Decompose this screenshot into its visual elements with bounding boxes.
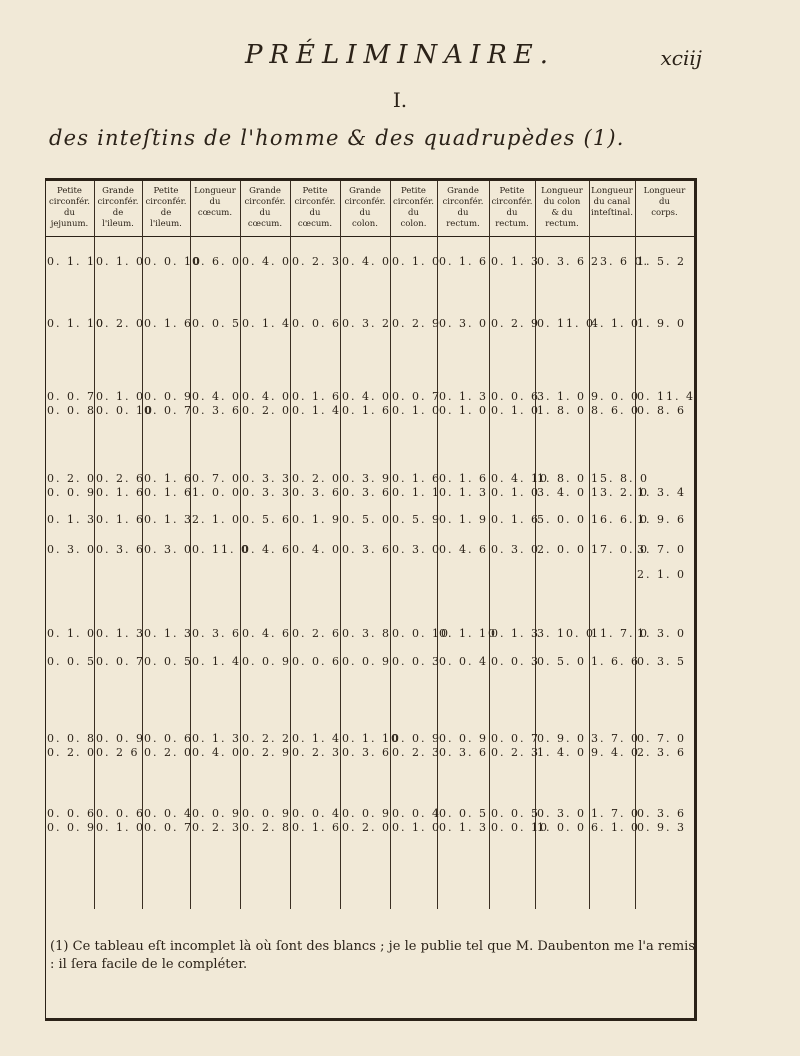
table-cell: 0. 1. 0 (491, 486, 540, 499)
table-cell: 0. 7. 0 (192, 472, 241, 485)
table-cell: 0. 0. 5 (144, 655, 193, 668)
table-cell: 0. 1. 0 (96, 390, 145, 403)
table-cell: 0. 1. 10 (342, 732, 400, 745)
table-cell: 0. 0. 6 (292, 655, 341, 668)
column-header-line: Grande (102, 186, 134, 196)
table-cell: 16. 6. 0 (591, 513, 649, 526)
page-title: PRÉLIMINAIRE. (244, 40, 556, 70)
table-cell: 0. 1. 3 (439, 821, 488, 834)
column-rule (489, 181, 490, 909)
column-header-line: jejunum. (50, 219, 89, 229)
table-cell: 2. 0. 0 (537, 543, 586, 556)
running-header (0, 40, 800, 70)
column-header (190, 186, 240, 219)
table-cell: 0. 3. 6 (96, 543, 145, 556)
table-cell: 0. 1. 1 (47, 255, 96, 268)
table-cell: 1. 0. 0 (537, 821, 586, 834)
table-cell: 0. 1. 0 (392, 255, 441, 268)
table-cell: 9. 4. 0 (591, 746, 640, 759)
table-cell: 0. 0. 9 (242, 655, 291, 668)
table-cell: 1. 9. 6 (637, 513, 686, 526)
table-cell: 0. 3. 8 (342, 627, 391, 640)
column-header (437, 186, 489, 230)
column-header-line: du colon (543, 197, 581, 207)
table-cell: 0. 2. 9 (491, 317, 540, 330)
table-cell: 0. 0. 8 (47, 404, 96, 417)
table-cell: 0. 4. 0 (342, 390, 391, 403)
measurement-table (45, 178, 697, 1021)
column-header-line: l'ileum. (102, 219, 134, 229)
table-cell: 0. 1. 6 (292, 390, 341, 403)
table-cell: 0. 1. 1 (392, 486, 441, 499)
table-cell: 0. 1. 4 (292, 404, 341, 417)
table-cell: 0. 0. 3 (392, 655, 441, 668)
column-header-line: rectum. (495, 219, 529, 229)
table-cell: 0. 1. 0 (96, 821, 145, 834)
table-cell: 0. 11. 0 (537, 317, 595, 330)
table-cell: 0. 9. 3 (637, 821, 686, 834)
table-cell: 0. 3. 6 (342, 746, 391, 759)
column-header-line: circonfér. (344, 197, 386, 207)
column-header-line: Petite (153, 186, 179, 196)
table-cell: 0. 11. 0 (192, 543, 250, 556)
table-cell: 0. 1. 4 (242, 317, 291, 330)
table-cell: 0. 1. 10 (47, 317, 105, 330)
table-cell: 0. 0. 6 (292, 317, 341, 330)
table-number: I. (392, 88, 408, 112)
table-cell: 0. 0. 4 (144, 807, 193, 820)
table-cell: 0. 4. 0 (292, 543, 341, 556)
table-cell: 0. 1. 3 (144, 513, 193, 526)
table-cell: 0. 9. 0 (537, 732, 586, 745)
table-cell: 0. 4. 0 (342, 255, 391, 268)
column-header-line: de (112, 208, 124, 218)
table-cell: 0. 0. 7 (144, 821, 193, 834)
table-cell: 0. 3. 6 (342, 486, 391, 499)
column-header-line: du (64, 208, 75, 218)
column-header (489, 186, 535, 230)
table-cell: 17. 0. 0 (591, 543, 649, 556)
table-cell: 0. 0. 9 (47, 821, 96, 834)
column-header (390, 186, 437, 230)
table-cell: 11. 7. 0 (591, 627, 649, 640)
table-cell: 0. 3. 6 (342, 543, 391, 556)
table-cell: 0. 4. 6 (439, 543, 488, 556)
table-cell: 0. 3. 0 (47, 543, 96, 556)
table-cell: 0. 1. 6 (144, 486, 193, 499)
column-header-line: cœcum. (297, 219, 333, 229)
table-cell: 0. 2. 6 (292, 627, 341, 640)
table-cell: 3. 7. 0 (637, 543, 686, 556)
table-left-rule (45, 178, 46, 1021)
table-cell: 0. 0. 4 (392, 807, 441, 820)
table-cell: 0. 3. 6 (292, 486, 341, 499)
table-cell: 0. 2. 0 (144, 746, 193, 759)
column-header-line: du canal (593, 197, 631, 207)
table-cell: 0. 0. 7 (491, 732, 540, 745)
column-header-line: circonfér. (294, 197, 336, 207)
table-cell: 0. 1. 6 (491, 513, 540, 526)
column-header (240, 186, 290, 230)
table-cell: 4. 1. 0 (591, 317, 640, 330)
table-cell: 5. 0. 0 (537, 513, 586, 526)
column-header-line: du (209, 197, 221, 207)
column-header (290, 186, 340, 230)
table-cell: 0. 3. 9 (342, 472, 391, 485)
column-header (589, 186, 635, 219)
table-cell: 0. 11. 4 (637, 390, 695, 403)
table-cell: 0. 3. 6 (192, 627, 241, 640)
table-cell: 0. 7. 0 (637, 732, 686, 745)
table-cell: 8. 6. 0 (591, 404, 640, 417)
table-bottom-rule (45, 1018, 697, 1021)
table-cell: 0. 3. 6 (439, 746, 488, 759)
table-cell: 0. 1. 3 (491, 627, 540, 640)
table-cell: 0. 3. 0 (144, 543, 193, 556)
table-cell: 0. 2. 3 (292, 255, 341, 268)
table-cell: 0. 0. 4 (292, 807, 341, 820)
table-cell: 0. 3. 0 (439, 317, 488, 330)
column-header-line: rectum. (446, 219, 480, 229)
table-cell: 0. 2. 0 (292, 472, 341, 485)
table-cell: 0. 1. 0 (392, 404, 441, 417)
table-cell: 0. 2. 6 (96, 472, 145, 485)
table-cell: 0. 1. 10 (439, 627, 497, 640)
column-header-line: Grande (249, 186, 281, 196)
table-cell: 0. 6. 0 (192, 255, 241, 268)
table-cell: 0. 2. 9 (242, 746, 291, 759)
table-cell: 0. 0. 7 (47, 390, 96, 403)
column-header (340, 186, 390, 230)
table-cell: 0. 0. 3 (491, 655, 540, 668)
table-cell: 0. 2 6 (96, 746, 140, 759)
column-header-line: de (160, 208, 172, 218)
table-cell: 0. 0. 5 (192, 317, 241, 330)
table-subtitle: des inteſtins de l'homme & des quadrupèdes (1). (49, 126, 625, 150)
column-header-line: du (408, 208, 419, 218)
column-header-line: inteſtinal. (591, 208, 633, 218)
table-cell: 0. 0. 10 (491, 821, 549, 834)
table-cell: 23. 6 0. (591, 255, 649, 268)
table-cell: 0. 2. 3 (392, 746, 441, 759)
table-cell: 0. 1. 9 (439, 513, 488, 526)
table-cell: 0. 5. 0 (537, 655, 586, 668)
table-cell: 0. 0. 10 (144, 255, 202, 268)
table-cell: 0. 0. 9 (96, 732, 145, 745)
table-cell: 0. 1. 0 (47, 627, 96, 640)
table-cell: 0. 0. 9 (392, 732, 441, 745)
table-cell: 0. 0. 5 (491, 807, 540, 820)
column-header (94, 186, 142, 230)
table-cell: 0. 4. 0 (242, 390, 291, 403)
column-header (45, 186, 94, 230)
table-cell: 15. 8. 0 (591, 472, 649, 485)
column-header-line: du (457, 208, 469, 218)
column-header-line: rectum. (545, 219, 579, 229)
column-header-line: du (659, 197, 670, 207)
table-cell: 0. 4. 0 (192, 390, 241, 403)
table-cell: 1. 3. 4 (637, 486, 686, 499)
table-cell: 0. 0. 9 (242, 807, 291, 820)
column-header-line: cœcum. (197, 208, 233, 218)
table-cell: 0. 0. 6 (96, 807, 145, 820)
table-cell: 0. 1. 6 (392, 472, 441, 485)
table-cell: 0. 3. 0 (491, 543, 540, 556)
table-cell: 0. 0. 4 (439, 655, 488, 668)
column-header-line: circonfér. (97, 197, 139, 207)
table-cell: 0. 1. 3 (491, 255, 540, 268)
column-header-line: Petite (401, 186, 426, 196)
table-cell: 0. 0. 6 (491, 390, 540, 403)
table-cell: 0. 1. 6 (439, 472, 488, 485)
table-cell: 0. 3. 2 (342, 317, 391, 330)
table-cell: 1. 4. 0 (537, 746, 586, 759)
table-cell: 0. 0. 9 (342, 807, 391, 820)
table-cell: 0. 0. 5 (439, 807, 488, 820)
column-header-line: du (309, 208, 321, 218)
table-cell: 3. 4. 0 (537, 486, 586, 499)
table-cell: 0. 1. 6 (342, 404, 391, 417)
table-cell: 0. 1. 6 (96, 513, 145, 526)
table-cell: 13. 2. 0 (591, 486, 649, 499)
column-header-line: Longueur (643, 186, 686, 196)
table-cell: 0. 1. 3 (439, 486, 488, 499)
table-cell: 2. 3. 6 (637, 746, 686, 759)
column-header-line: Petite (302, 186, 328, 196)
table-cell: 0. 2. 0 (47, 472, 96, 485)
column-header-line: Longueur (541, 186, 583, 196)
column-header-line: Longueur (194, 186, 236, 196)
table-cell: 2. 1. 0 (192, 513, 241, 526)
table-cell: 0. 1. 0 (96, 255, 145, 268)
column-header-line: & du (551, 208, 573, 218)
table-cell: 0. 1. 0 (392, 821, 441, 834)
table-cell: 0. 1. 4 (192, 655, 241, 668)
table-cell: 3. 10. 0 (537, 627, 595, 640)
table-cell: 0. 0. 10 (392, 627, 450, 640)
table-cell: 0. 2. 0 (47, 746, 96, 759)
table-cell: 0. 2. 3 (292, 746, 341, 759)
column-header-line: Petite (499, 186, 525, 196)
table-cell: 0. 1. 9 (292, 513, 341, 526)
table-cell: 1. 0. 0 (192, 486, 241, 499)
table-cell: 0. 2. 2 (242, 732, 291, 745)
table-cell: 1. 6. 6 (591, 655, 640, 668)
column-header-line: circonfér. (244, 197, 286, 207)
table-cell: 0. 1. 3 (439, 390, 488, 403)
table-cell: 0. 2. 9 (392, 317, 441, 330)
table-cell: 0. 2. 0 (96, 317, 145, 330)
table-cell: 0. 0. 9 (439, 732, 488, 745)
column-header (635, 186, 694, 219)
column-header (535, 186, 589, 230)
column-header-line: Grande (349, 186, 381, 196)
table-cell: 2. 1. 0 (637, 568, 686, 581)
table-cell: 0. 0. 8 (47, 732, 96, 745)
table-cell: 3. 7. 0 (591, 732, 640, 745)
table-cell: 0. 3. 0 (537, 807, 586, 820)
table-cell: 0. 0. 7 (96, 655, 145, 668)
table-cell: 0. 1. 0 (491, 404, 540, 417)
table-cell: 0. 0. 9 (192, 807, 241, 820)
column-header-line: circonfér. (442, 197, 484, 207)
column-header-line: circonfér. (491, 197, 533, 207)
table-cell: 0. 3. 5 (637, 655, 686, 668)
table-cell: 0. 5. 0 (342, 513, 391, 526)
table-cell: 0. 1. 3 (144, 627, 193, 640)
table-cell: 0. 1. 6 (439, 255, 488, 268)
table-cell: 0. 1. 3 (96, 627, 145, 640)
table-cell: 0. 3. 3 (242, 486, 291, 499)
table-cell: 0. 0. 10 (96, 404, 154, 417)
table-cell: 3. 1. 0 (537, 390, 586, 403)
table-cell: 0. 1. 6 (96, 486, 145, 499)
table-cell: 0. 2. 3 (192, 821, 241, 834)
column-header-line: Longueur (591, 186, 633, 196)
table-cell: 1. 5. 2 (637, 255, 686, 268)
table-cell: 0. 4. 6 (242, 543, 291, 556)
table-cell: 1. 3. 0 (637, 627, 686, 640)
table-cell: 0. 3. 3 (242, 472, 291, 485)
table-cell: 0. 0. 7 (144, 404, 193, 417)
table-cell: 0. 3. 6 (192, 404, 241, 417)
table-cell: 0. 0. 6 (47, 807, 96, 820)
table-cell: 9. 0. 0 (591, 390, 640, 403)
table-cell: 0. 1. 3 (47, 513, 96, 526)
table-cell: 0. 1. 6 (144, 472, 193, 485)
footnote: (1) Ce tableau eſt incomplet là où ſont des blancs ; je le publie tel que M. Daubenton me l'a remis : il ſera facile de le compléter. (50, 939, 695, 972)
table-cell: 1. 9. 0 (637, 317, 686, 330)
table-cell: 0. 2. 0 (342, 821, 391, 834)
table-cell: 0. 1. 3 (192, 732, 241, 745)
table-cell: 1. 8. 0 (537, 404, 586, 417)
table-cell: 0. 3. 6 (637, 807, 686, 820)
column-header-line: du (259, 208, 271, 218)
table-cell: 0. 0. 9 (342, 655, 391, 668)
column-header (142, 186, 190, 230)
column-header-line: circonfér. (145, 197, 187, 207)
column-header-line: Grande (447, 186, 479, 196)
table-cell: 0. 2. 0 (242, 404, 291, 417)
table-cell: 0. 4. 0 (192, 746, 241, 759)
table-cell: 6. 1. 0 (591, 821, 640, 834)
table-cell: 0. 3. 6 (537, 255, 586, 268)
table-cell: 0. 8. 6 (637, 404, 686, 417)
column-header-line: colon. (400, 219, 427, 229)
table-cell: 0. 0. 5 (47, 655, 96, 668)
column-header-line: du (359, 208, 371, 218)
table-cell: 0. 5. 9 (392, 513, 441, 526)
column-header-line: cœcum. (247, 219, 283, 229)
table-cell: 0. 1. 0 (439, 404, 488, 417)
table-cell: 0. 1. 4 (292, 732, 341, 745)
column-header-line: circonfér. (49, 197, 90, 207)
table-cell: 1. 7. 0 (591, 807, 640, 820)
table-cell: 1. 8. 0 (537, 472, 586, 485)
table-cell: 0. 1. 6 (144, 317, 193, 330)
table-cell: 0. 5. 6 (242, 513, 291, 526)
column-header-line: du (506, 208, 518, 218)
table-cell: 0. 0. 6 (144, 732, 193, 745)
column-header-line: colon. (352, 219, 378, 229)
column-rule (589, 181, 590, 909)
table-cell: 0. 0. 9 (47, 486, 96, 499)
column-header-line: circonfér. (393, 197, 434, 207)
table-cell: 0. 4. 0 (242, 255, 291, 268)
column-header-line: corps. (651, 208, 678, 218)
table-cell: 0. 1. 6 (292, 821, 341, 834)
table-cell: 0. 0. 7 (392, 390, 441, 403)
table-cell: 0. 2. 8 (242, 821, 291, 834)
table-cell: 0. 4. 6 (242, 627, 291, 640)
page-number: xciij (660, 46, 702, 70)
table-cell: 0. 0. 9 (144, 390, 193, 403)
table-cell: 0. 3. 0 (392, 543, 441, 556)
column-header-line: Petite (57, 186, 82, 196)
table-cell: 0. 4. 10 (491, 472, 549, 485)
table-cell: 0. 2. 3 (491, 746, 540, 759)
column-header-line: l'ileum. (150, 219, 182, 229)
table-right-rule (694, 178, 697, 1021)
